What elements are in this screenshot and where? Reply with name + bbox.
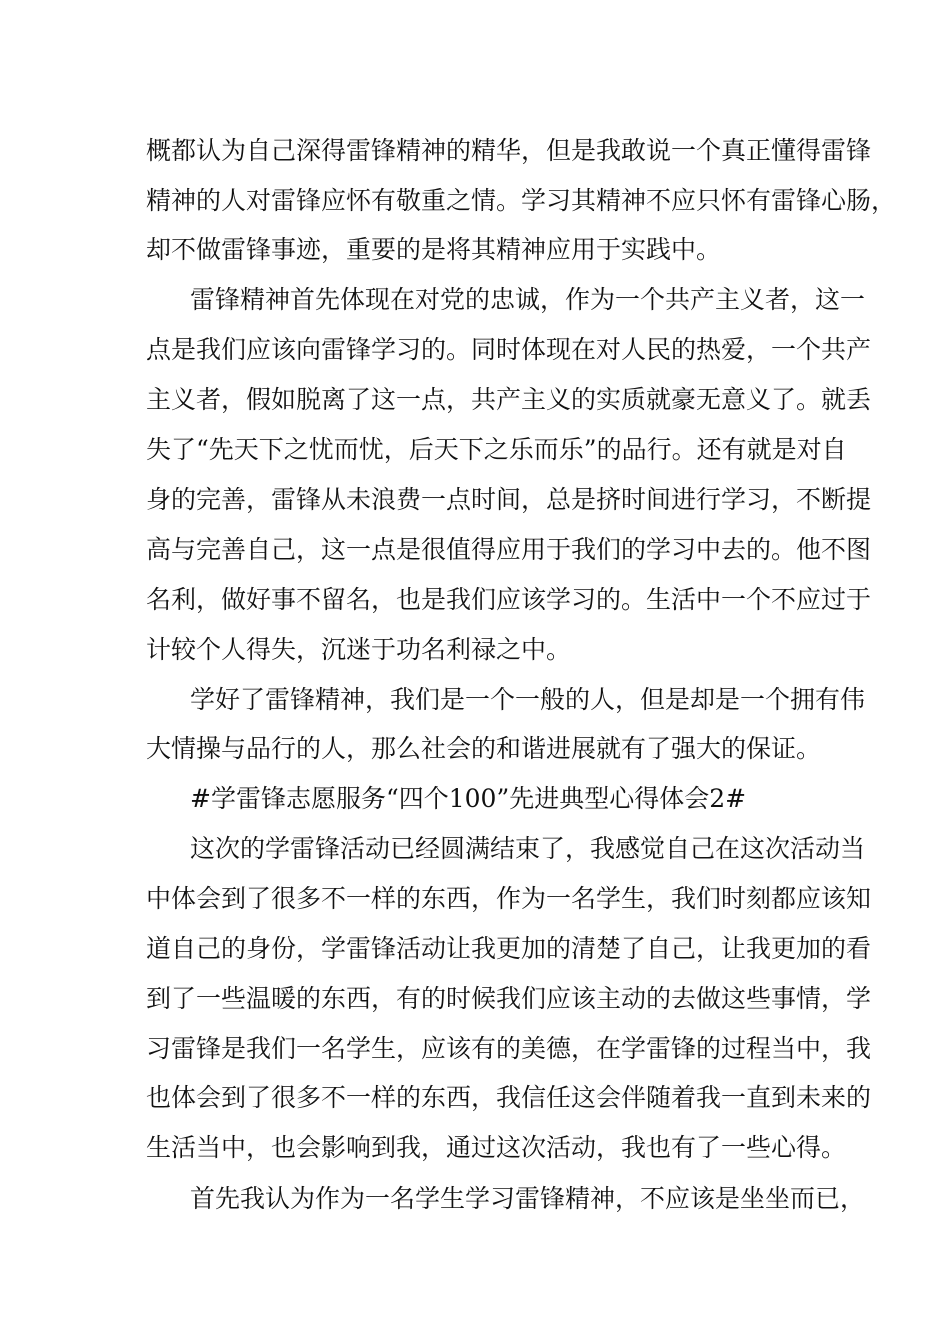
text-line: 却不做雷锋事迹，重要的是将其精神应用于实践中。 xyxy=(146,235,722,264)
text-line: 主义者，假如脱离了这一点，共产主义的实质就豪无意义了。就丢 xyxy=(146,385,872,414)
text-line: 习雷锋是我们一名学生，应该有的美德，在学雷锋的过程当中，我 xyxy=(146,1034,872,1063)
text-line: 也体会到了很多不一样的东西，我信任这会伴随着我一直到未来的 xyxy=(146,1083,872,1112)
text-line: 计较个人得失，沉迷于功名利禄之中。 xyxy=(146,635,572,664)
text-line: 身的完善，雷锋从未浪费一点时间，总是挤时间进行学习，不断提 xyxy=(146,485,872,514)
paragraph-start-line: 雷锋精神首先体现在对党的忠诚，作为一个共产主义者，这一 xyxy=(190,285,866,314)
text-line: 失了“先天下之忧而忧，后天下之乐而乐”的品行。还有就是对自 xyxy=(146,435,847,464)
text-line: 到了一些温暖的东西，有的时候我们应该主动的去做这些事情，学 xyxy=(146,984,872,1013)
text-line: 概都认为自己深得雷锋精神的精华，但是我敢说一个真正懂得雷锋 xyxy=(146,136,872,165)
paragraph-start-line: 这次的学雷锋活动已经圆满结束了，我感觉自己在这次活动当 xyxy=(190,834,866,863)
section-heading: #学雷锋志愿服务“四个100”先进典型心得体会2# xyxy=(190,784,747,813)
text-line: 精神的人对雷锋应怀有敬重之情。学习其精神不应只怀有雷锋心肠， xyxy=(146,186,897,215)
text-line: 生活当中，也会影响到我，通过这次活动，我也有了一些心得。 xyxy=(146,1133,847,1162)
text-line: 中体会到了很多不一样的东西，作为一名学生，我们时刻都应该知 xyxy=(146,884,872,913)
text-line: 高与完善自己，这一点是很值得应用于我们的学习中去的。他不图 xyxy=(146,535,872,564)
paragraph-start-line: 学好了雷锋精神，我们是一个一般的人，但是却是一个拥有伟 xyxy=(190,685,866,714)
text-line: 名利，做好事不留名，也是我们应该学习的。生活中一个不应过于 xyxy=(146,585,872,614)
paragraph-start-line: 首先我认为作为一名学生学习雷锋精神，不应该是坐坐而已， xyxy=(190,1184,866,1213)
text-line: 大情操与品行的人，那么社会的和谐进展就有了强大的保证。 xyxy=(146,734,822,763)
text-line: 道自己的身份，学雷锋活动让我更加的清楚了自己，让我更加的看 xyxy=(146,934,872,963)
text-line: 点是我们应该向雷锋学习的。同时体现在对人民的热爱，一个共产 xyxy=(146,335,872,364)
